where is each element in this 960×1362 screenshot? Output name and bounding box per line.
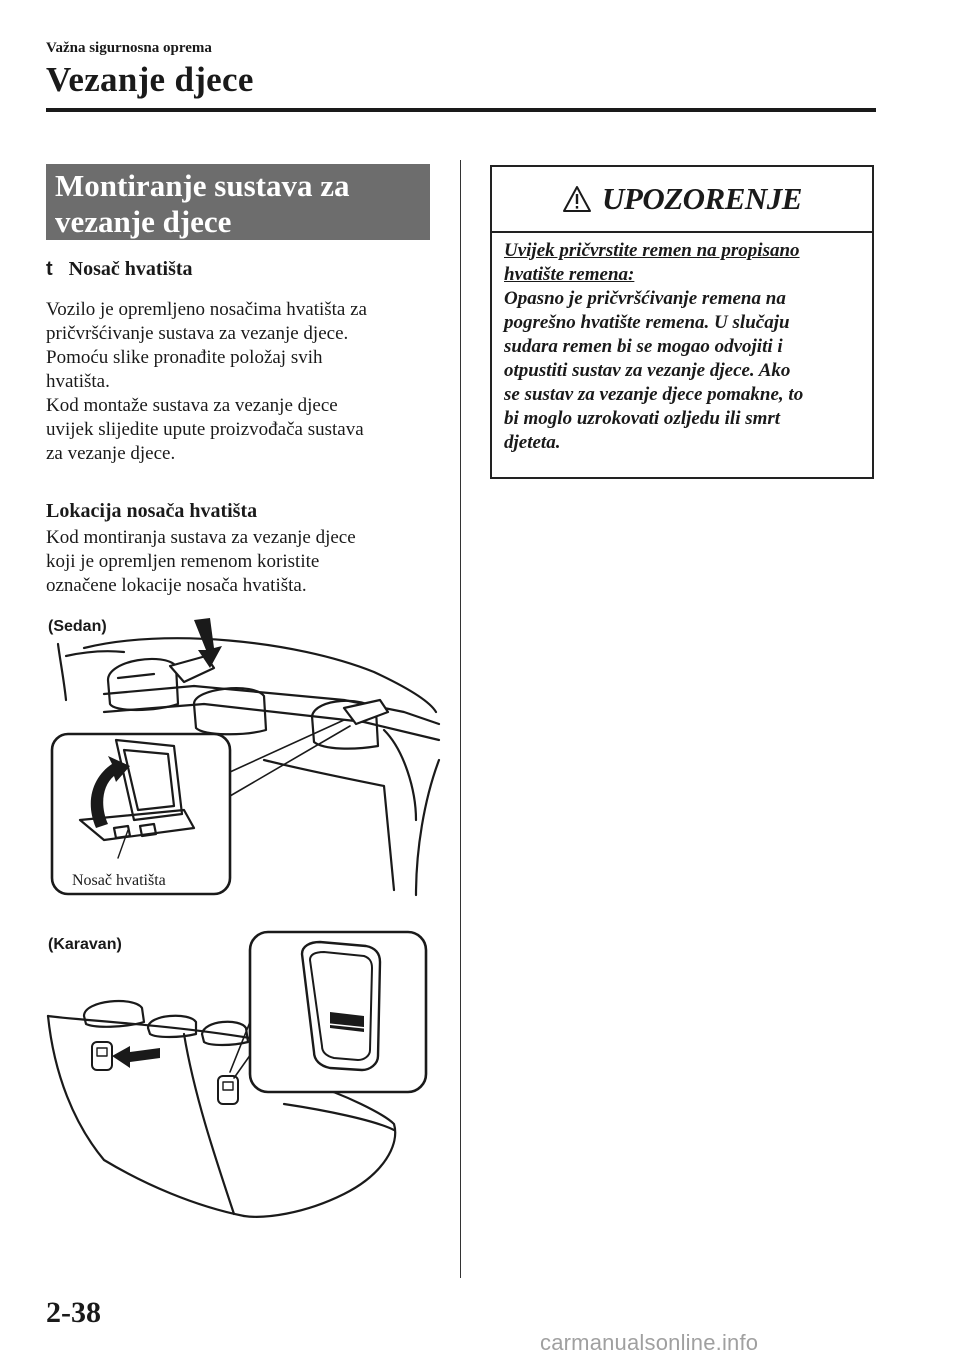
item-marker: t bbox=[46, 258, 53, 280]
warning-triangle-icon bbox=[562, 185, 592, 213]
intro-line: Vozilo je opremljeno nosačima hvatišta za bbox=[46, 299, 367, 320]
location-line: Kod montiranja sustava za vezanje djece bbox=[46, 527, 356, 548]
warning-underlined-line: Uvijek pričvrstite remen na propisano bbox=[504, 240, 800, 261]
subsection-banner bbox=[46, 164, 430, 240]
warning-box bbox=[490, 165, 874, 479]
location-line: koji je opremljen remenom koristite bbox=[46, 551, 320, 572]
title-rule bbox=[46, 108, 876, 112]
intro-line: Pomoću slike pronađite položaj svih bbox=[46, 347, 323, 368]
location-line: označene lokacije nosača hvatišta. bbox=[46, 575, 307, 596]
wagon-anchor-illustration bbox=[44, 924, 444, 1224]
warning-line: sudara remen bi se mogao odvojiti i bbox=[504, 336, 783, 357]
warning-line: se sustav za vezanje djece pomakne, to bbox=[504, 384, 804, 405]
warning-header bbox=[492, 167, 872, 233]
watermark-link[interactable]: carmanualsonline.info bbox=[540, 1330, 759, 1355]
item-heading bbox=[46, 258, 193, 281]
warning-body bbox=[504, 239, 864, 455]
column-divider bbox=[460, 160, 461, 1278]
intro-paragraph bbox=[46, 298, 436, 466]
warning-line: otpustiti sustav za vezanje djece. Ako bbox=[504, 360, 791, 381]
intro-line: pričvršćivanje sustava za vezanje djece. bbox=[46, 323, 349, 344]
intro-line: hvatišta. bbox=[46, 371, 110, 392]
warning-line: Opasno je pričvršćivanje remena na bbox=[504, 288, 786, 309]
location-paragraph bbox=[46, 526, 436, 598]
sedan-label: (Sedan) bbox=[48, 618, 107, 635]
warning-underlined-line: hvatište remena: bbox=[504, 264, 635, 285]
warning-title: UPOZORENJE bbox=[602, 181, 802, 216]
warning-line: djeteta. bbox=[504, 432, 561, 453]
sedan-anchor-illustration bbox=[44, 600, 444, 900]
wagon-label: (Karavan) bbox=[48, 936, 122, 953]
banner-line-1: Montiranje sustava za bbox=[55, 168, 350, 203]
intro-line: uvijek slijedite upute proizvođača sustava bbox=[46, 419, 364, 440]
warning-line: bi moglo uzrokovati ozljedu ili smrt bbox=[504, 408, 781, 429]
banner-line-2: vezanje djece bbox=[55, 204, 232, 239]
page-title: Vezanje djece bbox=[46, 60, 254, 99]
item-heading-text: Nosač hvatišta bbox=[68, 258, 193, 280]
page-number: 2-38 bbox=[46, 1296, 101, 1329]
anchor-callout-label: Nosač hvatišta bbox=[72, 872, 166, 889]
intro-line: za vezanje djece. bbox=[46, 443, 176, 464]
intro-line: Kod montaže sustava za vezanje djece bbox=[46, 395, 338, 416]
section-label: Važna sigurnosna oprema bbox=[46, 40, 212, 56]
warning-line: pogrešno hvatište remena. U slučaju bbox=[504, 312, 790, 333]
location-heading: Lokacija nosača hvatišta bbox=[46, 500, 258, 522]
